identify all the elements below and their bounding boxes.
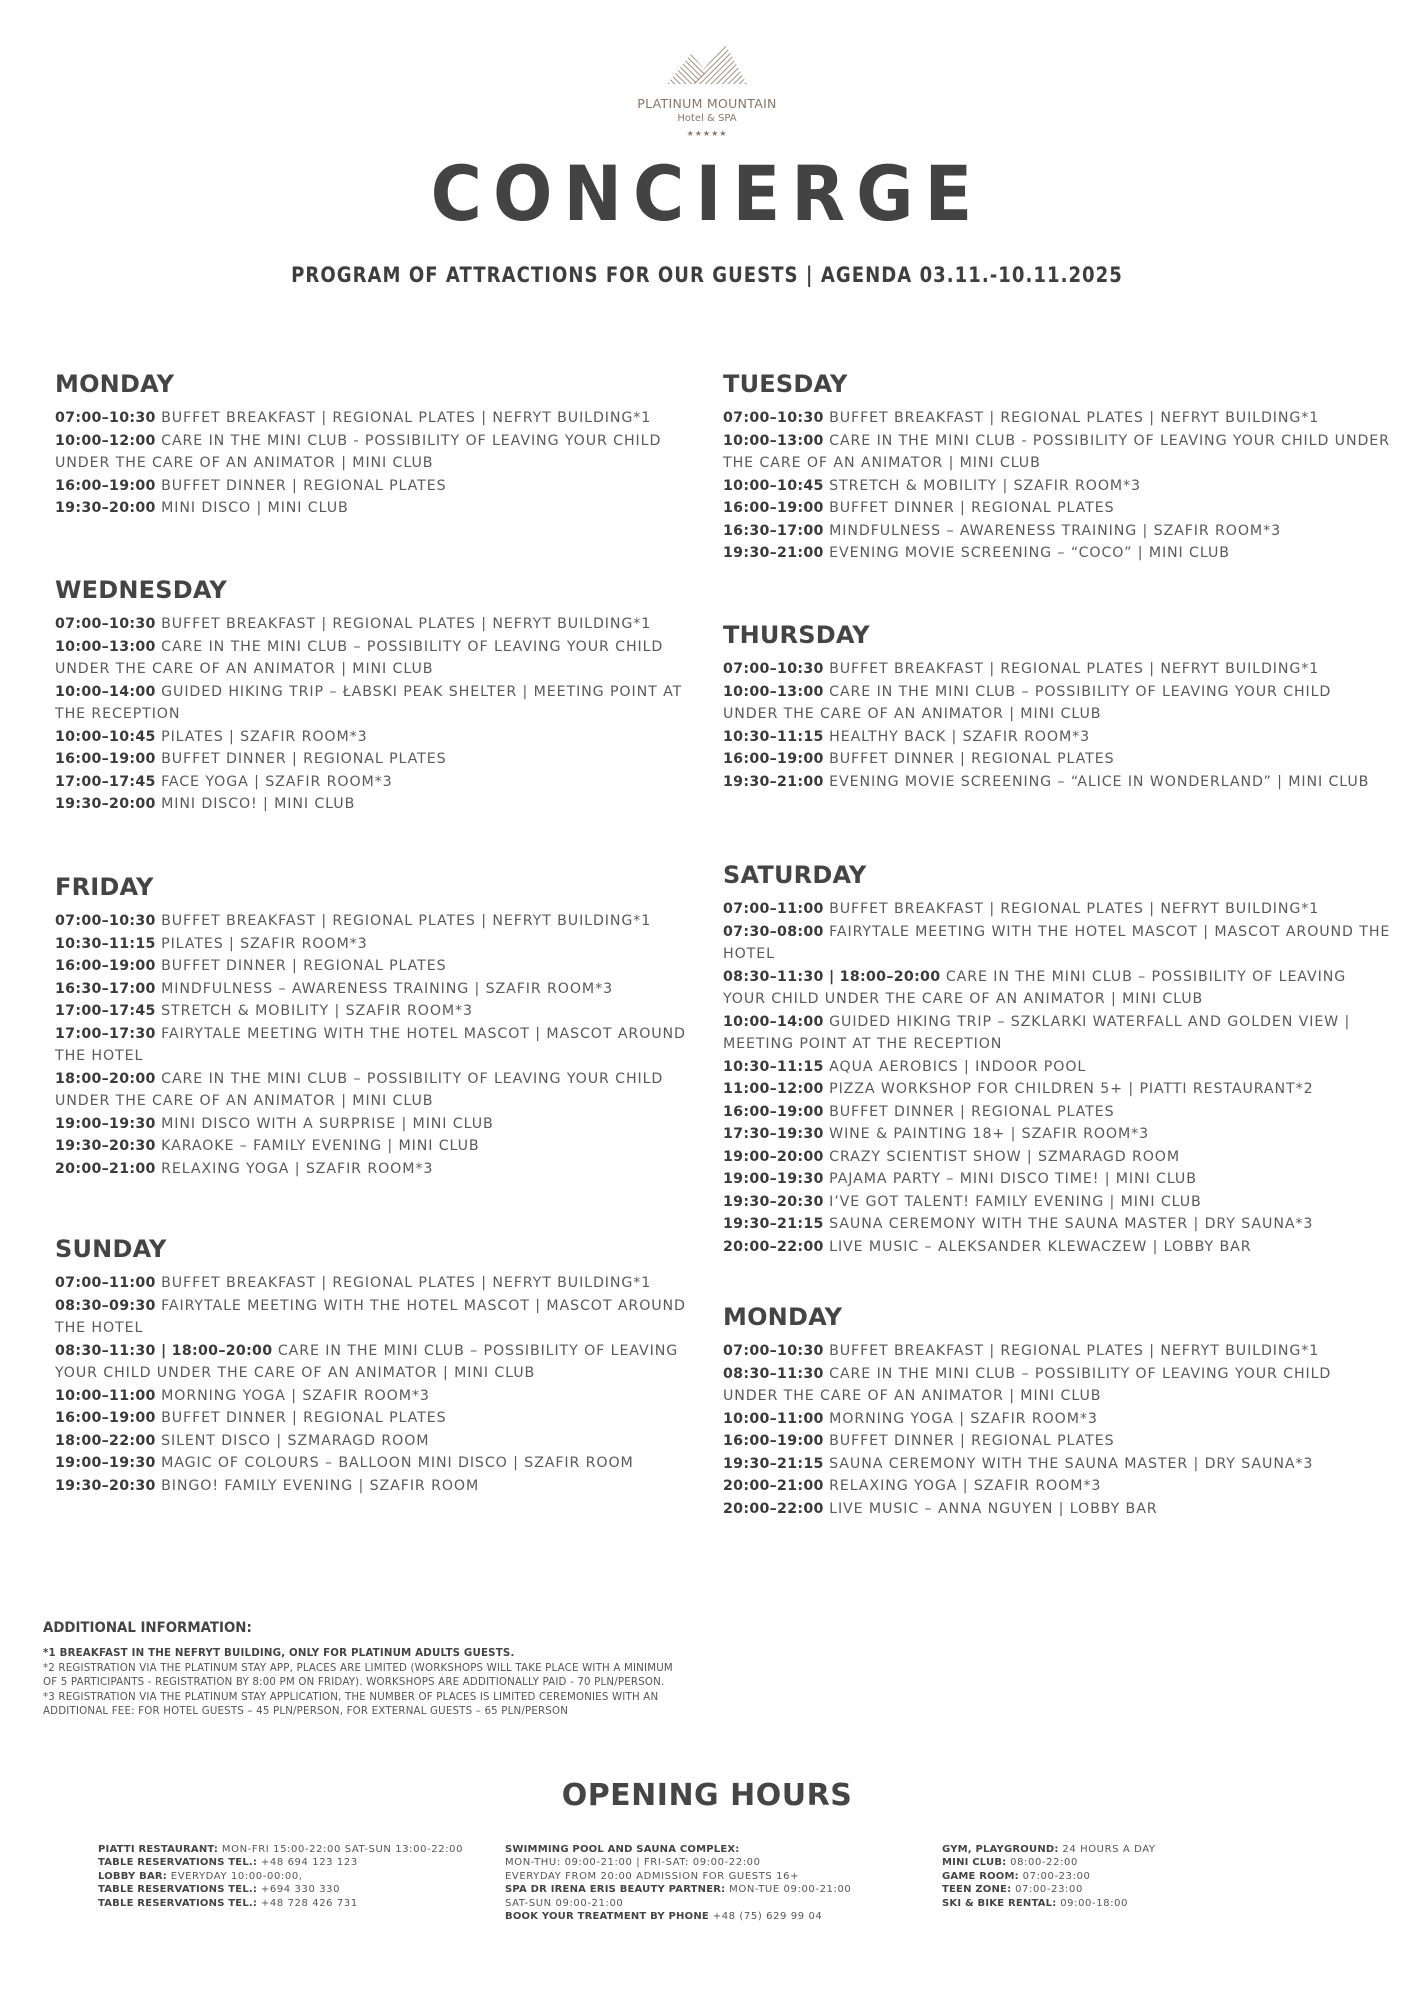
event-time: 16:00–19:00 [723, 1103, 824, 1120]
opening-hours-value: 07:00-23:00 [1018, 1870, 1091, 1882]
event-time: 10:30–11:15 [55, 935, 156, 952]
event-description: BUFFET DINNER | REGIONAL PLATES [829, 1103, 1115, 1120]
day-heading: SUNDAY [55, 1235, 167, 1263]
event-description: PAJAMA PARTY – MINI DISCO TIME! | MINI CLUB [829, 1171, 1197, 1187]
opening-hours-value: EVERYDAY FROM 20:00 ADMISSION FOR GUESTS 16+ [505, 1870, 800, 1882]
event-item [723, 1168, 1391, 1191]
event-time: 19:00–19:30 [55, 1455, 156, 1471]
event-time: 10:00–10:45 [723, 477, 824, 494]
page-subtitle: PROGRAM OF ATTRACTIONS FOR OUR GUESTS | AGENDA 03.11.-10.11.2025 [291, 263, 1123, 287]
event-description: FAIRYTALE MEETING WITH THE HOTEL MASCOT | MASCOT AROUND THE HOTEL [55, 1025, 686, 1064]
event-time: 08:30–11:30 | 18:00–20:00 [55, 1342, 273, 1359]
opening-hours-value: SAT-SUN 09:00-21:00 [505, 1897, 624, 1909]
event-time: 19:30–20:30 [55, 1477, 156, 1494]
event-description: GUIDED HIKING TRIP – SZKLARKI WATERFALL AND GOLDEN VIEW | MEETING POINT AT THE RECEPTION [723, 1013, 1351, 1052]
opening-hours-line [98, 1843, 488, 1856]
event-time: 17:00–17:45 [55, 1003, 156, 1019]
opening-hours-line [942, 1856, 1242, 1869]
mountain-logo-icon [647, 40, 767, 86]
event-time: 07:00–10:30 [723, 1343, 824, 1359]
event-item [55, 1113, 705, 1136]
event-description: I’VE GOT TALENT! FAMILY EVENING | MINI CLUB [829, 1193, 1202, 1210]
event-item [55, 1452, 705, 1475]
event-description: CARE IN THE MINI CLUB – POSSIBILITY OF LEAVING YOUR CHILD UNDER THE CARE OF AN ANIMATOR | MINI CLUB [723, 968, 1347, 1007]
event-description: BUFFET DINNER | REGIONAL PLATES [161, 958, 447, 974]
opening-hours-line [942, 1897, 1242, 1910]
event-item [723, 726, 1391, 749]
day-friday [55, 873, 705, 1180]
event-item [55, 681, 705, 726]
opening-hours-line [505, 1910, 925, 1923]
event-list [723, 407, 1391, 565]
event-item [55, 1023, 705, 1068]
event-description: EVENING MOVIE SCREENING – “COCO” | MINI CLUB [829, 545, 1230, 561]
event-description: SAUNA CEREMONY WITH THE SAUNA MASTER | DRY SAUNA*3 [829, 1216, 1314, 1232]
day-thursday [723, 621, 1391, 793]
event-item [723, 1078, 1391, 1101]
event-time: 10:00–12:00 [55, 432, 156, 449]
event-item [55, 726, 705, 749]
additional-info-heading: ADDITIONAL INFORMATION: [43, 1620, 252, 1636]
day-wednesday [55, 576, 705, 816]
event-time: 17:00–17:45 [55, 773, 156, 790]
event-time: 19:00–20:00 [723, 1148, 824, 1165]
event-description: BUFFET DINNER | REGIONAL PLATES [829, 500, 1115, 516]
opening-hours-label: SKI & BIKE RENTAL: [942, 1897, 1057, 1909]
event-item [723, 1363, 1391, 1408]
day-saturday [723, 861, 1391, 1258]
opening-hours-value: MON-FRI 15:00-22:00 SAT-SUN 13:00-22:00 [218, 1844, 464, 1855]
event-description: BUFFET DINNER | REGIONAL PLATES [161, 1410, 447, 1426]
event-time: 19:00–19:30 [55, 1115, 156, 1132]
event-item [55, 407, 705, 430]
day-heading: SATURDAY [723, 861, 867, 889]
event-time: 19:30–20:30 [55, 1138, 156, 1154]
opening-hours-label: LOBBY BAR: [98, 1870, 167, 1882]
event-item [723, 1146, 1391, 1169]
event-description: MINDFULNESS – AWARENESS TRAINING | SZAFIR ROOM*3 [829, 522, 1281, 539]
event-time: 20:00–22:00 [723, 1500, 824, 1517]
event-description: EVENING MOVIE SCREENING – “ALICE IN WONDERLAND” | MINI CLUB [829, 773, 1370, 790]
opening-hours-label: TABLE RESERVATIONS TEL.: [98, 1897, 258, 1909]
opening-hours-line [98, 1856, 488, 1869]
day-heading: MONDAY [723, 1303, 843, 1331]
event-item [723, 497, 1391, 520]
opening-hours-heading: OPENING HOURS [561, 1778, 853, 1813]
event-item [723, 898, 1391, 921]
opening-hours-line [505, 1897, 925, 1910]
page-title: CONCIERGE [430, 149, 984, 238]
event-description: PILATES | SZAFIR ROOM*3 [161, 935, 368, 952]
event-item [55, 1158, 705, 1181]
event-time: 07:00–10:30 [55, 410, 156, 426]
event-item [723, 542, 1391, 565]
footnote-1: *1 BREAKFAST IN THE NEFRYT BUILDING, ONLY FOR PLATINUM ADULTS GUESTS. [43, 1646, 515, 1659]
event-description: MINDFULNESS – AWARENESS TRAINING | SZAFIR ROOM*3 [161, 980, 613, 997]
event-item [723, 1453, 1391, 1476]
event-time: 18:00–20:00 [55, 1070, 156, 1087]
event-description: MAGIC OF COLOURS – BALLOON MINI DISCO | SZAFIR ROOM [161, 1455, 634, 1471]
opening-hours-column-1 [98, 1843, 488, 1910]
opening-hours-line [98, 1897, 488, 1910]
opening-hours-line [98, 1883, 488, 1896]
event-item [723, 1011, 1391, 1056]
opening-hours-label: GYM, PLAYGROUND: [942, 1844, 1059, 1855]
event-item [723, 681, 1391, 726]
opening-hours-label: TABLE RESERVATIONS TEL.: [98, 1857, 258, 1869]
event-time: 19:30–21:00 [723, 545, 824, 561]
event-description: BUFFET DINNER | REGIONAL PLATES [829, 1433, 1115, 1449]
event-description: STRETCH & MOBILITY | SZAFIR ROOM*3 [161, 1003, 473, 1019]
event-item [55, 793, 705, 816]
event-description: BUFFET DINNER | REGIONAL PLATES [829, 751, 1115, 767]
event-description: BUFFET BREAKFAST | REGIONAL PLATES | NEFRYT BUILDING*1 [161, 616, 652, 632]
event-item [55, 1295, 705, 1340]
event-time: 08:30–09:30 [55, 1297, 156, 1314]
event-time: 18:00–22:00 [55, 1432, 156, 1449]
brand-name: PLATINUM MOUNTAIN [637, 96, 777, 111]
event-list [55, 1272, 705, 1497]
event-time: 07:00–11:00 [55, 1275, 156, 1291]
event-description: MINI DISCO | MINI CLUB [161, 500, 349, 516]
event-time: 10:00–10:45 [55, 728, 156, 745]
event-item [723, 407, 1391, 430]
event-description: MORNING YOGA | SZAFIR ROOM*3 [161, 1387, 430, 1404]
day-heading: MONDAY [55, 370, 175, 398]
event-item [55, 1475, 705, 1498]
event-item [55, 1430, 705, 1453]
event-time: 10:00–11:00 [723, 1410, 824, 1427]
event-item [55, 1068, 705, 1113]
opening-hours-label: GAME ROOM: [942, 1870, 1019, 1882]
event-time: 07:00–11:00 [723, 901, 824, 917]
event-item [55, 1340, 705, 1385]
event-time: 19:00–19:30 [723, 1171, 824, 1187]
opening-hours-value: 24 HOURS A DAY [1058, 1844, 1156, 1855]
event-time: 10:30–11:15 [723, 1058, 824, 1075]
event-description: BUFFET BREAKFAST | REGIONAL PLATES | NEFRYT BUILDING*1 [829, 661, 1320, 677]
event-description: RELAXING YOGA | SZAFIR ROOM*3 [161, 1160, 434, 1177]
opening-hours-value: MON-TUE 09:00-21:00 [725, 1884, 852, 1896]
event-item [55, 497, 705, 520]
event-item [723, 430, 1391, 475]
event-description: RELAXING YOGA | SZAFIR ROOM*3 [829, 1478, 1102, 1494]
event-item [55, 430, 705, 475]
event-time: 17:30–19:30 [723, 1126, 824, 1142]
event-time: 19:30–21:00 [723, 773, 824, 790]
event-description: BUFFET BREAKFAST | REGIONAL PLATES | NEFRYT BUILDING*1 [161, 1275, 652, 1291]
event-time: 10:00–14:00 [723, 1013, 824, 1030]
opening-hours-line [942, 1883, 1242, 1896]
event-description: AQUA AEROBICS | INDOOR POOL [829, 1058, 1087, 1075]
event-item [723, 748, 1391, 771]
opening-hours-label: TABLE RESERVATIONS TEL.: [98, 1884, 258, 1896]
event-description: SILENT DISCO | SZMARAGD ROOM [161, 1432, 430, 1449]
event-description: BUFFET DINNER | REGIONAL PLATES [161, 751, 447, 767]
event-description: CARE IN THE MINI CLUB – POSSIBILITY OF LEAVING YOUR CHILD UNDER THE CARE OF AN ANIMATOR | MINI CLUB [723, 1365, 1332, 1404]
event-description: MINI DISCO WITH A SURPRISE | MINI CLUB [161, 1115, 494, 1132]
event-list [55, 407, 705, 520]
event-time: 16:00–19:00 [723, 1433, 824, 1449]
event-item [723, 658, 1391, 681]
event-item [723, 1213, 1391, 1236]
event-description: BUFFET BREAKFAST | REGIONAL PLATES | NEFRYT BUILDING*1 [829, 1343, 1320, 1359]
event-time: 19:30–21:15 [723, 1216, 824, 1232]
opening-hours-line [505, 1843, 925, 1856]
event-item [723, 1236, 1391, 1259]
event-time: 08:30–11:30 [723, 1365, 824, 1382]
event-time: 11:00–12:00 [723, 1081, 824, 1097]
event-time: 07:00–10:30 [55, 616, 156, 632]
opening-hours-value: +48 694 123 123 [257, 1857, 358, 1869]
event-description: LIVE MUSIC – ALEKSANDER KLEWACZEW | LOBBY BAR [829, 1238, 1252, 1255]
opening-hours-label: BOOK YOUR TREATMENT BY PHONE [505, 1911, 709, 1923]
event-description: BUFFET BREAKFAST | REGIONAL PLATES | NEFRYT BUILDING*1 [161, 410, 652, 426]
event-item [723, 1408, 1391, 1431]
event-description: CARE IN THE MINI CLUB - POSSIBILITY OF LEAVING YOUR CHILD UNDER THE CARE OF AN ANIMATOR | MINI CLUB [723, 432, 1390, 471]
event-time: 08:30–11:30 | 18:00–20:00 [723, 968, 941, 985]
event-item [723, 771, 1391, 794]
event-description: BUFFET DINNER | REGIONAL PLATES [161, 477, 447, 494]
opening-hours-value: 07:00-23:00 [1011, 1884, 1083, 1896]
event-time: 07:30–08:00 [723, 923, 824, 940]
event-description: MORNING YOGA | SZAFIR ROOM*3 [829, 1410, 1098, 1427]
star-rating: ★★★★★ [686, 129, 728, 138]
event-list [723, 898, 1391, 1258]
event-item [55, 1385, 705, 1408]
event-item [55, 613, 705, 636]
event-item [55, 955, 705, 978]
event-item [55, 771, 705, 794]
event-time: 10:00–13:00 [723, 683, 824, 700]
event-list [723, 1340, 1391, 1520]
event-time: 16:30–17:00 [55, 980, 156, 997]
opening-hours-line [942, 1870, 1242, 1883]
event-time: 19:30–20:00 [55, 796, 156, 812]
event-description: FAIRYTALE MEETING WITH THE HOTEL MASCOT | MASCOT AROUND THE HOTEL [55, 1297, 686, 1336]
event-item [723, 966, 1391, 1011]
opening-hours-line [505, 1856, 925, 1869]
event-time: 20:00–21:00 [723, 1478, 824, 1494]
event-description: PILATES | SZAFIR ROOM*3 [161, 728, 368, 745]
opening-hours-label: PIATTI RESTAURANT: [98, 1844, 219, 1855]
event-time: 07:00–10:30 [55, 913, 156, 929]
event-time: 16:00–19:00 [55, 751, 156, 767]
event-description: MINI DISCO! | MINI CLUB [161, 796, 356, 812]
event-description: BUFFET BREAKFAST | REGIONAL PLATES | NEFRYT BUILDING*1 [161, 913, 652, 929]
event-item [723, 1191, 1391, 1214]
event-description: LIVE MUSIC – ANNA NGUYEN | LOBBY BAR [829, 1500, 1158, 1517]
event-item [723, 1101, 1391, 1124]
day-heading: TUESDAY [723, 370, 848, 398]
event-time: 10:00–13:00 [723, 432, 824, 449]
event-time: 16:00–19:00 [55, 477, 156, 494]
event-time: 07:00–10:30 [723, 661, 824, 677]
opening-hours-line [942, 1843, 1242, 1856]
event-description: FAIRYTALE MEETING WITH THE HOTEL MASCOT | MASCOT AROUND THE HOTEL [723, 923, 1391, 962]
event-description: KARAOKE – FAMILY EVENING | MINI CLUB [161, 1138, 480, 1154]
event-list [723, 658, 1391, 793]
opening-hours-value: 09:00-18:00 [1056, 1897, 1129, 1909]
event-description: CARE IN THE MINI CLUB - POSSIBILITY OF LEAVING YOUR CHILD UNDER THE CARE OF AN ANIMATOR | MINI CLUB [55, 432, 662, 471]
day-monday-next [723, 1303, 1391, 1520]
event-description: FACE YOGA | SZAFIR ROOM*3 [161, 773, 393, 790]
day-heading: FRIDAY [55, 873, 154, 901]
event-time: 10:30–11:15 [723, 728, 824, 745]
opening-hours-label: SWIMMING POOL AND SAUNA COMPLEX: [505, 1844, 740, 1855]
event-item [55, 910, 705, 933]
event-item [723, 1340, 1391, 1363]
event-list [55, 613, 705, 816]
event-description: PIZZA WORKSHOP FOR CHILDREN 5+ | PIATTI RESTAURANT*2 [829, 1081, 1314, 1097]
event-description: GUIDED HIKING TRIP – ŁABSKI PEAK SHELTER | MEETING POINT AT THE RECEPTION [55, 683, 683, 722]
event-description: CRAZY SCIENTIST SHOW | SZMARAGD ROOM [829, 1148, 1180, 1165]
event-time: 20:00–22:00 [723, 1238, 824, 1255]
additional-information [43, 1620, 683, 1719]
event-description: CARE IN THE MINI CLUB – POSSIBILITY OF LEAVING YOUR CHILD UNDER THE CARE OF AN ANIMATOR | MINI CLUB [55, 1070, 664, 1109]
day-heading: WEDNESDAY [55, 576, 227, 604]
event-time: 19:30–20:00 [55, 500, 156, 516]
event-item [55, 748, 705, 771]
event-time: 19:30–21:15 [723, 1455, 824, 1472]
event-item [55, 475, 705, 498]
opening-hours-value: +48 (75) 629 99 04 [708, 1911, 823, 1923]
event-time: 16:00–19:00 [723, 751, 824, 767]
event-time: 10:00–13:00 [55, 638, 156, 655]
opening-hours-line [505, 1870, 925, 1883]
opening-hours-value: 08:00-22:00 [1006, 1857, 1078, 1869]
event-item [55, 933, 705, 956]
event-item [723, 520, 1391, 543]
opening-hours-line [505, 1883, 925, 1896]
day-heading: THURSDAY [723, 621, 870, 649]
event-item [723, 1056, 1391, 1079]
event-description: CARE IN THE MINI CLUB – POSSIBILITY OF LEAVING YOUR CHILD UNDER THE CARE OF AN ANIMATOR | MINI CLUB [55, 638, 664, 677]
event-time: 19:30–20:30 [723, 1193, 824, 1210]
event-item [723, 1475, 1391, 1498]
hotel-logo [607, 40, 807, 138]
footnote-3: *3 REGISTRATION VIA THE PLATINUM STAY APPLICATION, THE NUMBER OF PLACES IS LIMITED CEREMONIES WITH AN ADDITIONAL FEE: FOR HOTEL GUESTS – 45 PLN/PERSON, FOR EXTERNAL GUESTS – 65 PLN/PERSON [43, 1689, 659, 1717]
event-item [55, 1000, 705, 1023]
opening-hours-label: TEEN ZONE: [942, 1884, 1012, 1896]
opening-hours-column-2 [505, 1843, 925, 1923]
event-time: 10:00–11:00 [55, 1387, 156, 1404]
event-description: STRETCH & MOBILITY | SZAFIR ROOM*3 [829, 477, 1141, 494]
opening-hours-value: +48 728 426 731 [257, 1897, 358, 1909]
event-time: 16:00–19:00 [55, 958, 156, 974]
event-time: 20:00–21:00 [55, 1160, 156, 1177]
event-item [723, 1498, 1391, 1521]
opening-hours-value: EVERYDAY 10:00-00:00, [167, 1870, 303, 1882]
event-description: CARE IN THE MINI CLUB – POSSIBILITY OF LEAVING YOUR CHILD UNDER THE CARE OF AN ANIMATOR | MINI CLUB [55, 1342, 679, 1381]
day-monday [55, 370, 705, 520]
event-item [55, 636, 705, 681]
opening-hours-column-3 [942, 1843, 1242, 1910]
event-item [723, 1123, 1391, 1146]
day-sunday [55, 1235, 705, 1497]
event-description: WINE & PAINTING 18+ | SZAFIR ROOM*3 [829, 1126, 1150, 1142]
event-item [55, 1135, 705, 1158]
event-item [55, 978, 705, 1001]
event-item [723, 921, 1391, 966]
event-time: 10:00–14:00 [55, 683, 156, 700]
event-item [723, 1430, 1391, 1453]
event-item [55, 1272, 705, 1295]
event-description: BUFFET BREAKFAST | REGIONAL PLATES | NEFRYT BUILDING*1 [829, 410, 1320, 426]
event-item [723, 475, 1391, 498]
event-time: 17:00–17:30 [55, 1025, 156, 1042]
footnote-2: *2 REGISTRATION VIA THE PLATINUM STAY APP, PLACES ARE LIMITED (WORKSHOPS WILL TAKE PLACE WITH A MINIMUM OF 5 PARTICIPANTS - REGISTRATION BY 8:00 PM ON FRIDAY). WORKSHOPS ARE ADDITIONALLY PAID - 70 PLN/PERSON. [43, 1660, 673, 1688]
event-description: HEALTHY BACK | SZAFIR ROOM*3 [829, 728, 1091, 745]
event-item [55, 1407, 705, 1430]
event-time: 16:00–19:00 [55, 1410, 156, 1426]
opening-hours-label: MINI CLUB: [942, 1857, 1007, 1869]
opening-hours-label: SPA DR IRENA ERIS BEAUTY PARTNER: [505, 1884, 726, 1896]
day-tuesday [723, 370, 1391, 565]
brand-subtitle: Hotel & SPA [677, 113, 737, 124]
event-description: SAUNA CEREMONY WITH THE SAUNA MASTER | DRY SAUNA*3 [829, 1455, 1314, 1472]
opening-hours-line [98, 1870, 488, 1883]
event-time: 16:30–17:00 [723, 522, 824, 539]
event-description: CARE IN THE MINI CLUB – POSSIBILITY OF LEAVING YOUR CHILD UNDER THE CARE OF AN ANIMATOR | MINI CLUB [723, 683, 1332, 722]
event-description: BUFFET BREAKFAST | REGIONAL PLATES | NEFRYT BUILDING*1 [829, 901, 1320, 917]
event-time: 07:00–10:30 [723, 410, 824, 426]
event-list [55, 910, 705, 1180]
opening-hours-value: +694 330 330 [257, 1884, 341, 1896]
event-description: BINGO! FAMILY EVENING | SZAFIR ROOM [161, 1477, 480, 1494]
opening-hours-value: MON-THU: 09:00-21:00 | FRI-SAT: 09:00-22:00 [505, 1857, 761, 1869]
event-time: 16:00–19:00 [723, 500, 824, 516]
